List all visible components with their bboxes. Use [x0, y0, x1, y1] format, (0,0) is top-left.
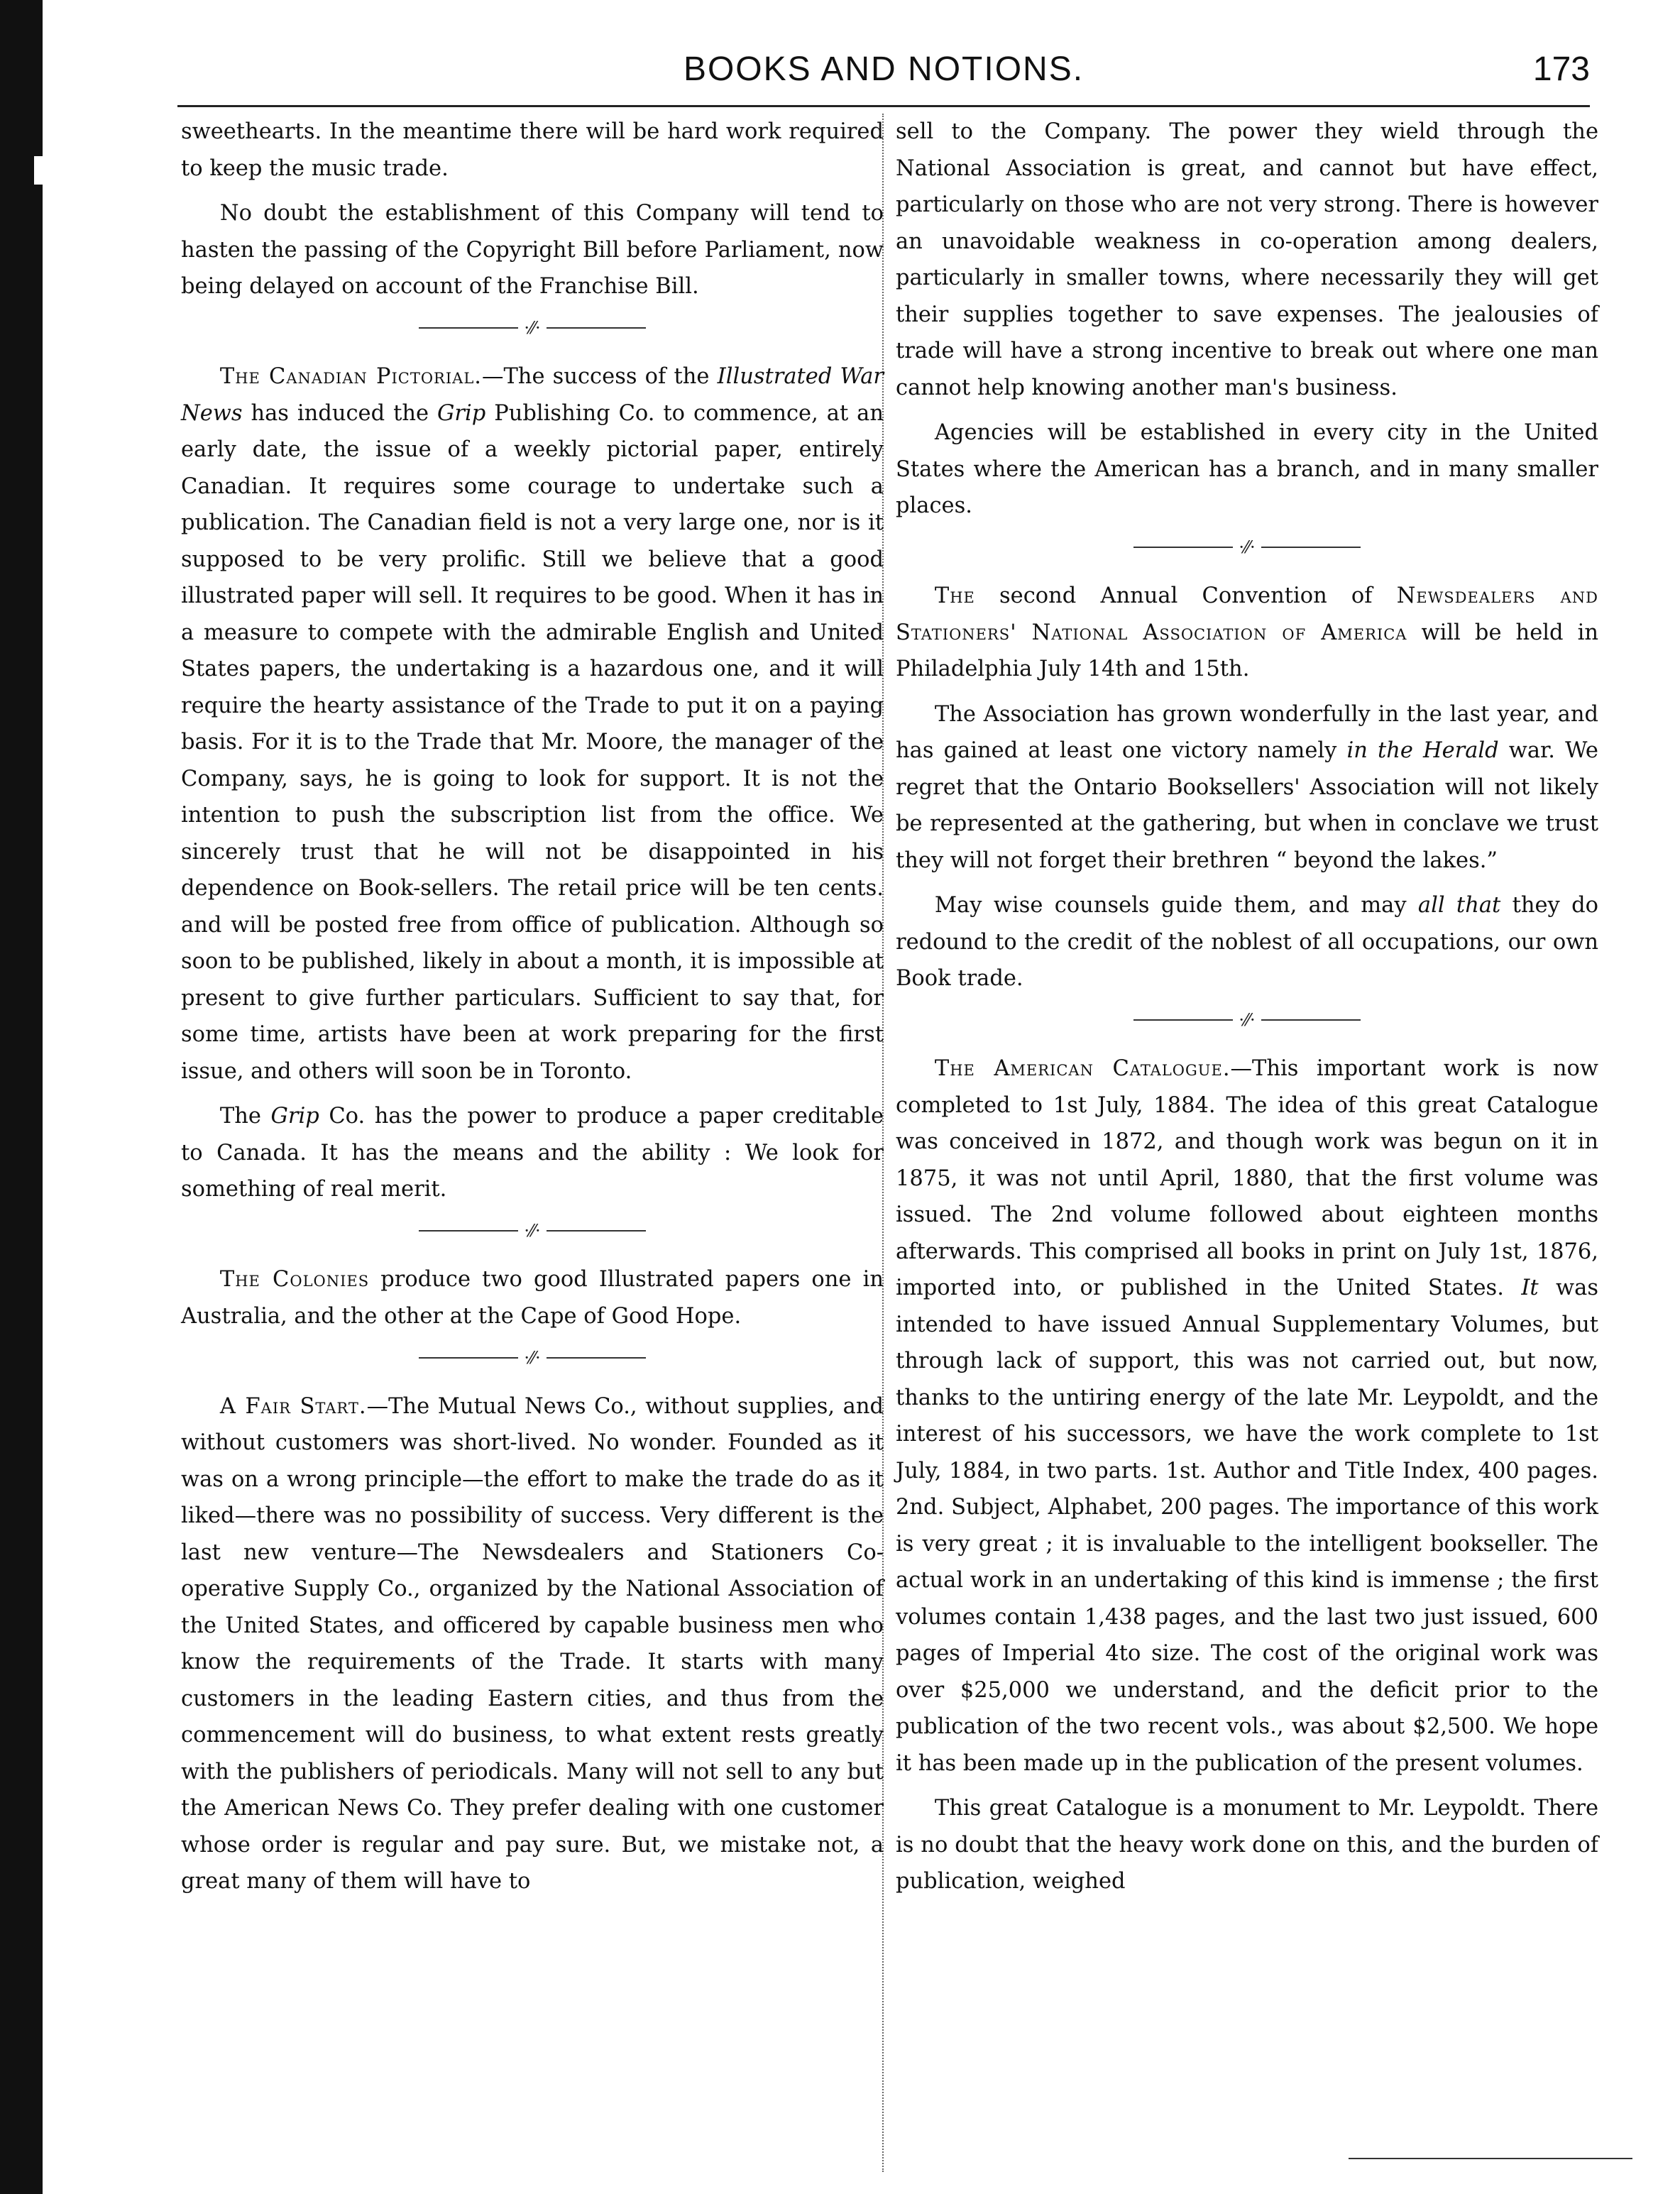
article-heading: The Canadian Pictorial. [219, 364, 482, 389]
paragraph-agencies: Agencies will be established in every city in the United States where the American has a branch, and in many smaller places. [896, 420, 1598, 518]
binding-notch [34, 156, 44, 185]
paragraph-grip-co: The Grip Co. has the power to produce a paper creditable to Canada. It has the means and the ability : We look for something of real merit. [181, 1104, 884, 1202]
paragraph-monument: This great Catalogue is a monument to Mr. Leypoldt. There is no doubt that the heavy work done on this, and the burden of publication, weighed [896, 1796, 1598, 1894]
section-separator: ·⁄⁄· [181, 317, 884, 339]
page-number: 173 [1532, 50, 1590, 88]
article-annual-convention: The second Annual Convention of Newsdealers and Stationers' National Association of America will be held in Philadelphia July 14th and 15th. [896, 583, 1598, 681]
section-separator: ·⁄⁄· [896, 536, 1598, 559]
article-american-catalogue: The American Catalogue.—This important work is now completed to 1st July, 1884. The idea of this great Catalogue was conceived in 1872, and though work was begun on it in 1875, it was not until April, 1880, that the first volume was issued. The 2nd volume followed about eighteen months afterwards. This comprised all books in print on July 1st, 1876, imported into, or published in the United States. It was intended to have issued Annual Supplementary Volumes, but through lack of support, this was not carried out, but now, thanks to the untiring energy of the late Mr. Leypoldt, and the interest of his successors, we have the work complete to 1st July, 1884, in two parts. 1st. Author and Title Index, 400 pages. 2nd. Subject, Alphabet, 200 pages. The importance of this work is very great ; it is invaluable to the intelligent bookseller. The actual work in an undertaking of this kind is immense ; the first volumes contain 1,438 pages, and the last two just issued, 600 pages of Imperial 4to size. The cost of the original work was over $25,000 we understand, and the deficit prior to the publication of the two recent vols., was about $2,500. We hope it has been made up in the publication of the present volumes. [896, 1056, 1599, 1776]
article-colonies: The Colonies produce two good Illustrated papers one in Australia, and the other at the Cape of Good Hope. [181, 1267, 884, 1329]
section-separator: ·⁄⁄· [181, 1346, 884, 1368]
paragraph-copyright-bill: No doubt the establishment of this Company will tend to hasten the passing of the Copyright Bill before Parliament, now being delayed on account of the Franchise Bill. [181, 201, 884, 299]
article-canadian-pictorial: The Canadian Pictorial.—The success of the Illustrated War News has induced the Grip Publishing Co. to commence, at an early date, the issue of a weekly pictorial paper, entirely Canadian. It requires some courage to undertake such a publication. The Canadian field is not a very large one, nor is it supposed to be very prolific. Still we believe that a good illustrated paper will sell. It requires to be good. When it has in a measure to compete with the admirable English and United States papers, the undertaking is a hazardous one, and it will require the hearty assistance of the Trade to put it on a paying basis. For it is to the Trade that Mr. Moore, the manager of the Company, says, he is going to look for support. It is not the intention to push the subscription list from the office. We sincerely trust that he will not be disappointed in his dependence on Book-sellers. The retail price will be ten cents. and will be posted free from office of publication. Although so soon to be published, likely in about a month, it is impossible at present to give further particulars. Sufficient to say that, for some time, artists have been at work preparing for the first issue, and others will soon be in Toronto. [181, 364, 884, 1084]
article-fair-start: A Fair Start.—The Mutual News Co., without supplies, and without customers was short-lived. No wonder. Founded as it was on a wrong principle—the effort to make the trade do as it liked—there was no possibility of success. Very different is the last new venture—The Newsdealers and Stationers Co-operative Supply Co., organized by the National Association of the United States, and officered by capable business men who know the requirements of the Trade. It starts with many customers in the leading Eastern cities, and thus from the commencement will do business, to what extent rests greatly with the publishers of periodicals. Many will not sell to any but the American News Co. They prefer dealing with one customer whose order is regular and pay sure. But, we mistake not, a great many of them will have to [181, 1393, 884, 1894]
page-header [177, 43, 1590, 106]
bottom-rule [1349, 2158, 1632, 2159]
left-column [181, 114, 884, 1909]
paragraph-sell-to-company: sell to the Company. The power they wield through the National Association is great, and cannot but have effect, particularly on those who are not very strong. There is however an unavoidable weakness in co-operation among dealers, particularly in smaller towns, where necessarily they will get their supplies together to save expenses. The jealousies of trade will have a strong incentive to break out where one man cannot help knowing another man's business. [896, 119, 1598, 400]
paragraph-association-grown: The Association has grown wonderfully in the last year, and has gained at least one victory namely in the Herald war. We regret that the Ontario Booksellers' Association will not likely be represented at the gathering, but when in conclave we trust they will not forget their brethren “ beyond the lakes.” [896, 701, 1598, 873]
section-separator: ·⁄⁄· [181, 1219, 884, 1242]
running-title: BOOKS AND NOTIONS. [683, 50, 1085, 88]
article-heading: The American Catalogue. [934, 1056, 1231, 1081]
paragraph-wise-counsels: May wise counsels guide them, and may all that they do redound to the credit of the noblest of all occupations, our own Book trade. [896, 893, 1598, 991]
paragraph-sweethearts: sweethearts. In the meantime there will be hard work required to keep the music trade. [181, 119, 884, 181]
header-rule [177, 105, 1590, 107]
section-separator: ·⁄⁄· [896, 1009, 1598, 1031]
right-column [896, 114, 1598, 1909]
article-heading: A Fair Start. [219, 1393, 367, 1419]
article-heading: The Colonies [219, 1267, 370, 1292]
binding-edge [0, 0, 43, 2194]
